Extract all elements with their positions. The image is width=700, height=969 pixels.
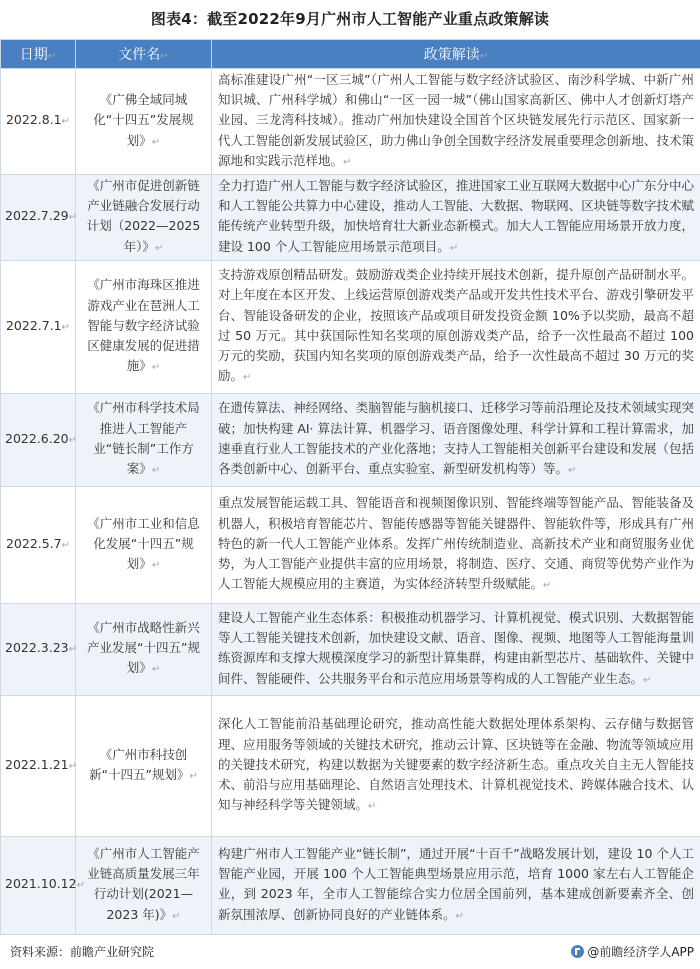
table-row: [1, 695, 700, 836]
table-row: [1, 486, 700, 603]
row-policy-text: 重点发展智能运载工具、智能语音和视频图像识别、智能终端等智能产品、智能装备及机器人，积极培育智能芯片、智能传感器等智能关键器件、智能软件等，形成具有广州特色的新一代人工智能产业体系。发挥广州传统制造业、高新技术产业和商贸服务业优势，为人工智能产业提供丰富的应用场景，将制造、医疗、交通、商贸等优势产业作为人工智能大规模应用的主赛道，为实体经济转型升级赋能。↵: [212, 486, 700, 603]
row-file-name: 《广州市科技创新“十四五”规划》↵: [76, 695, 212, 836]
row-file-name: 《广州市科学技术局推进人工智能产业“链长制”工作方案》↵: [76, 393, 212, 486]
table-row: [1, 69, 700, 175]
source-note: 资料来源：前瞻产业研究院: [10, 945, 155, 959]
table-row: [1, 393, 700, 486]
row-file-name: 《广州市促进创新链产业链融合发展行动计划（2022—2025 年）》↵: [76, 175, 212, 261]
row-file-name: 《广州市战略性新兴产业发展“十四五”规划》↵: [76, 603, 212, 695]
row-date: 2022.7.29↵: [1, 175, 76, 261]
row-date: 2022.5.7↵: [1, 486, 76, 603]
header-policy-interpretation: 政策解读↵: [212, 40, 700, 69]
policy-table: [0, 39, 700, 935]
row-policy-text: 全力打造广州人工智能与数字经济试验区，推进国家工业互联网大数据中心广东分中心和人工智能公共算力中心建设，推动人工智能、大数据、物联网、区块链等数字技术赋能传统产业转型升级，加快培育壮大新业态新模式。加大人工智能应用场景开放力度，建设 100 个人工智能应用场景示范项目。↵: [212, 175, 700, 261]
row-file-name: 《广州市工业和信息化发展“十四五”规划》↵: [76, 486, 212, 603]
row-file-name: 《广州市人工智能产业链高质量发展三年行动计划(2021—2023 年)》↵: [76, 836, 212, 934]
row-file-name: 《广州市海珠区推进游戏产业在琶洲人工智能与数字经济试验区健康发展的促进措施》↵: [76, 260, 212, 393]
footer: [0, 940, 700, 962]
table-row: [1, 175, 700, 261]
row-date: 2022.6.20↵: [1, 393, 76, 486]
row-policy-text: 深化人工智能前沿基础理论研究，推动高性能大数据处理体系架构、云存储与数据管理、应用服务等领域的关键技术研究，推动云计算、区块链等在金融、物流等领域应用的关键技术研究，构建以数据为关键要素的数字经济新生态。重点攻关自主无人智能技术、前沿与应用基础理论、自然语言处理技术、计算机视觉技术、跨媒体融合技术、认知与神经科学等关键领域。↵: [212, 695, 700, 836]
table-body: [1, 69, 700, 935]
row-date: 2022.1.21↵: [1, 695, 76, 836]
brand-text: @前瞻经济学人APP: [587, 945, 694, 959]
row-file-name: 《广佛全域同城化“十四五”发展规划》↵: [76, 69, 212, 175]
row-policy-text: 在遗传算法、神经网络、类脑智能与脑机接口、迁移学习等前沿理论及技术领域实现突破；加快构建 AI· 算法计算、机器学习、语音图像处理、科学计算和工程计算需求，加速垂直行业人工智能技术的产业化落地；支持人工智能相关创新平台建设和发展（包括各类创新中心、创新平台、重点实验室、新型研发机构等）等。↵: [212, 393, 700, 486]
table-row: [1, 836, 700, 934]
header-file-name: 文件名↵: [76, 40, 212, 69]
row-date: 2022.3.23↵: [1, 603, 76, 695]
brand-credit: [571, 943, 694, 960]
page-title: 图表4：截至2022年9月广州市人工智能产业重点政策解读: [150, 10, 550, 28]
table-row: [1, 260, 700, 393]
brand-logo-icon: [571, 945, 584, 958]
row-policy-text: 构建广州市人工智能产业“链长制”，通过开展“十百千”战略发展计划，建设 10 个人工智能产业园，开展 100 个人工智能典型场景应用示范，培育 1000 家左右人工智能企业，到 2023 年，全市人工智能综合实力位居全国前列，基本建成创新要素齐全、创新氛围浓厚、创新协同良好的产业链体系。↵: [212, 836, 700, 934]
row-date: 2021.10.12↵: [1, 836, 76, 934]
row-date: 2022.7.1↵: [1, 260, 76, 393]
table-header-row: [1, 40, 700, 69]
row-policy-text: 建设人工智能产业生态体系：积极推动机器学习、计算机视觉、模式识别、大数据智能等人工智能关键技术创新，加快建设文献、语音、图像、视频、地图等人工智能海量训练资源库和支撑大规模深度学习的新型计算集群，构建由新型芯片、基础软件、关键中间件、智能硬件、公共服务平台和示范应用场景等构成的人工智能产业生态。↵: [212, 603, 700, 695]
row-policy-text: 高标准建设广州“一区三城”（广州人工智能与数字经济试验区、南沙科学城、中新广州知识城、广州科学城）和佛山“一区一园一城”（佛山国家高新区、佛中人才创新灯塔产业园、三龙湾科技城）。推动广州加快建设全国首个区块链发展先行示范区、国家新一代人工智能创新发展试验区，助力佛山争创全国数字经济发展重要理念创新地、技术策源地和实践示范样地。↵: [212, 69, 700, 175]
row-date: 2022.8.1↵: [1, 69, 76, 175]
header-date: 日期↵: [1, 40, 76, 69]
table-row: [1, 603, 700, 695]
policy-table-container: [0, 39, 700, 935]
row-policy-text: 支持游戏原创精品研发。鼓励游戏类企业持续开展技术创新，提升原创产品研制水平。对上年度在本区开发、上线运营原创游戏类产品或开发共性技术平台、游戏引擎研发平台、智能设备研发的企业，按照该产品或项目研发投资金额 10%予以奖励，最高不超过 50 万元。其中获国际性知名奖项的原创游戏类产品，给予一次性最高不超过 100 万元的奖励，获国内知名奖项的原创游戏类产品，给予一次性最高不超过 30 万元的奖励。↵: [212, 260, 700, 393]
